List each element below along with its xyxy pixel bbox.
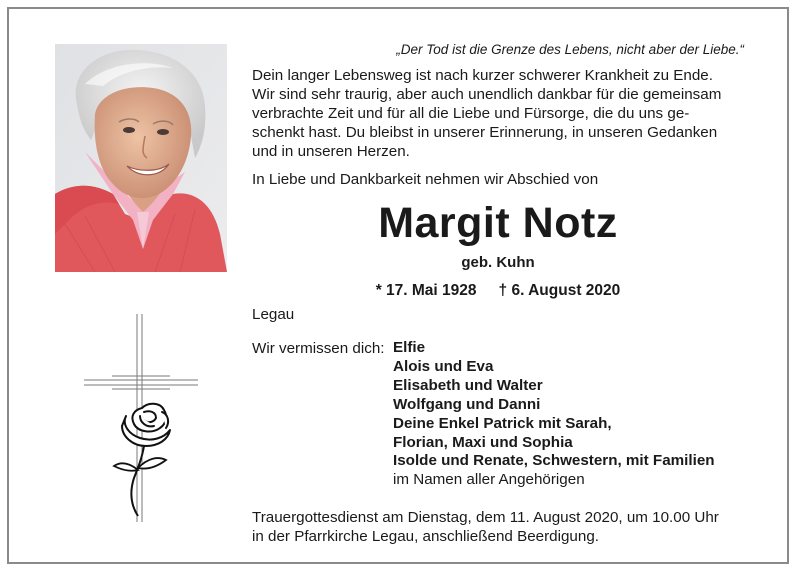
funeral-info	[252, 508, 772, 546]
mourner-entry: Florian, Maxi und Sophia	[393, 433, 573, 451]
mourner-entry: Wolfgang und Danni	[393, 395, 541, 413]
cross-with-rose-icon	[82, 312, 200, 524]
farewell-intro: In Liebe und Dankbarkeit nehmen wir Abschied von	[252, 171, 599, 188]
portrait-photo	[55, 44, 227, 272]
quote: „Der Tod ist die Grenze des Lebens, nicht aber der Liebe.“	[396, 42, 744, 57]
mourner-entry: Elisabeth und Walter	[393, 376, 543, 394]
body-text	[252, 66, 752, 161]
death-date: † 6. August 2020	[498, 282, 621, 299]
body-line: und in unseren Herzen.	[252, 143, 410, 160]
funeral-line: Trauergottesdienst am Dienstag, dem 11. August 2020, um 10.00 Uhr	[252, 509, 719, 526]
body-line: Dein langer Lebensweg ist nach kurzer schwerer Krankheit zu Ende.	[252, 67, 713, 84]
mourner-entry: Elfie	[393, 339, 426, 356]
mourner-entry: im Namen aller Angehörigen	[393, 471, 585, 489]
place: Legau	[252, 306, 295, 323]
mourner-entry: Deine Enkel Patrick mit Sarah,	[393, 414, 612, 432]
mourner-entry: Alois und Eva	[393, 357, 494, 375]
mourner-entry: Isolde und Renate, Schwestern, mit Familien	[393, 452, 715, 470]
maiden-name: geb. Kuhn	[461, 254, 535, 271]
body-line: Wir sind sehr traurig, aber auch unendlich dankbar für die gemeinsam	[252, 86, 722, 103]
birth-date: * 17. Mai 1928	[375, 282, 477, 299]
life-dates	[252, 281, 744, 301]
mourners-label: Wir vermissen dich:	[252, 340, 385, 357]
deceased-name: Margit Notz	[378, 199, 618, 247]
mourners-list	[393, 339, 783, 490]
funeral-line: in der Pfarrkirche Legau, anschließend Beerdigung.	[252, 528, 599, 545]
body-line: schenkt hast. Du bleibst in unserer Erinnerung, in unseren Gedanken	[252, 124, 718, 141]
body-line: verbrachte Zeit und für all die Liebe und Fürsorge, die du uns ge-	[252, 105, 690, 122]
